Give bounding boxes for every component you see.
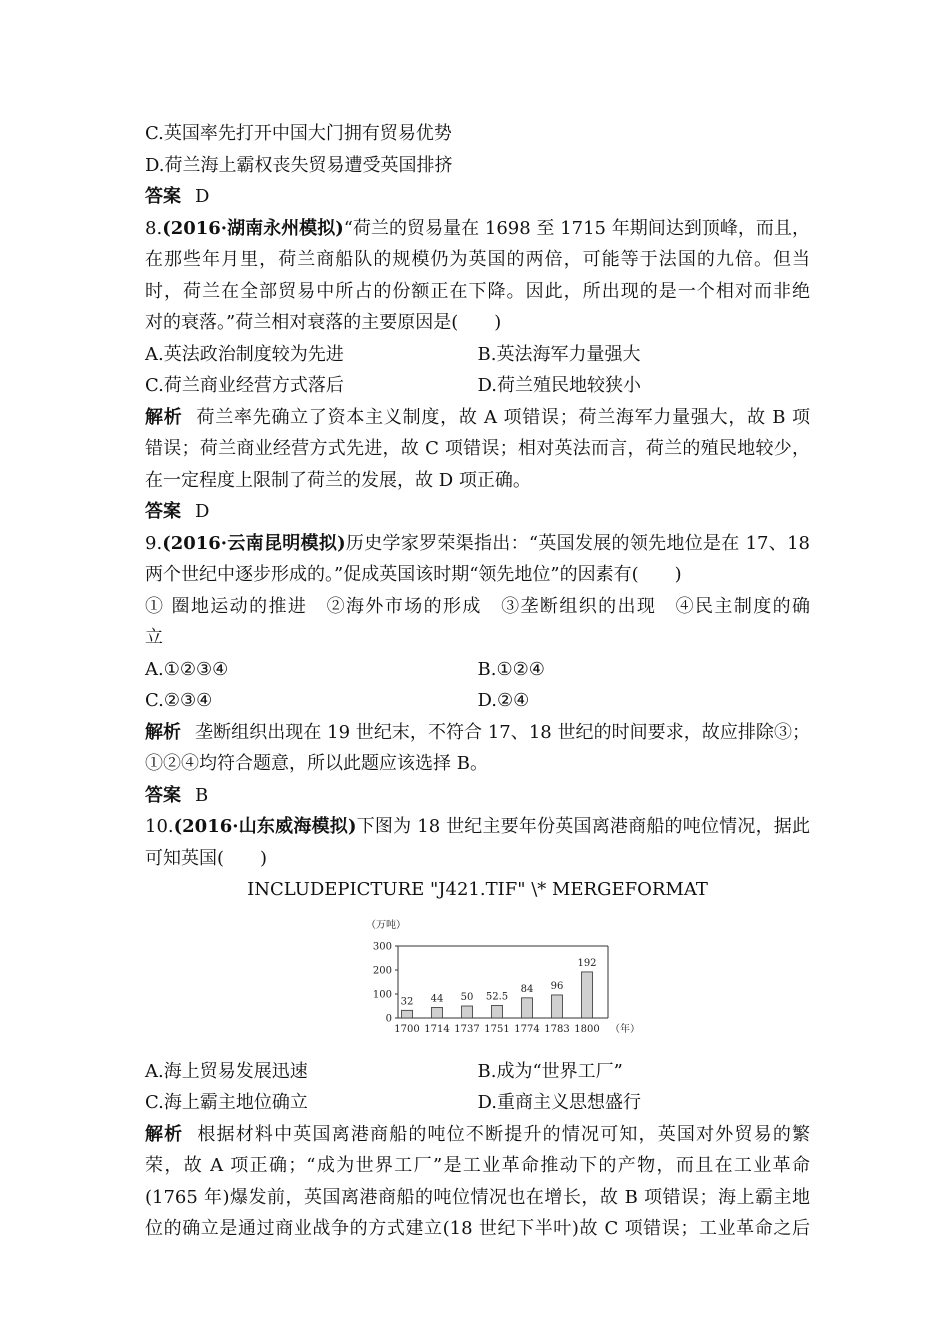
q9-stem-line-1 (145, 528, 810, 560)
bar (552, 994, 563, 1017)
bar-value-label: 192 (577, 957, 597, 969)
q9-answer (145, 780, 810, 812)
answer-value: D (195, 186, 210, 207)
tonnage-bar-chart (340, 906, 640, 1056)
y-tick-label: 100 (372, 989, 392, 1000)
bar-value-label: 84 (520, 983, 534, 995)
bar (432, 1007, 443, 1018)
q9-stem-line-4: 立 (145, 627, 163, 648)
analysis-label: 解析 (145, 406, 183, 428)
q8-option-b: B.英法海军力量强大 (477, 343, 641, 365)
x-tick-label: 1800 (574, 1023, 600, 1035)
q8-analysis-line-3: 在一定程度上限制了荷兰的发展，故 D 项正确。 (145, 469, 531, 491)
x-tick-label: 1783 (544, 1023, 570, 1035)
q10-options-row-1 (145, 1056, 810, 1088)
answer-value: B (195, 784, 209, 806)
q8-option-d: D.荷兰殖民地较狭小 (477, 375, 642, 396)
analysis-text: 垄断组织出现在 19 世纪末，不符合 17、18 世纪的时间要求，故应排除③； (195, 721, 811, 743)
bar-value-label: 96 (550, 980, 564, 992)
document-page (145, 118, 810, 1245)
q9-option-a: A.①②③④ (145, 658, 229, 680)
question-number: 9. (145, 532, 163, 554)
x-tick-label: 1714 (424, 1023, 450, 1035)
q10-analysis-line-2: 荣，故 A 项正确；“成为世界工厂”是工业革命推动下的产物，而且在工业革命 (145, 1155, 810, 1176)
q8-options-row-1 (145, 339, 810, 371)
q10-option-b: B.成为“世界工厂” (477, 1060, 623, 1082)
q10-analysis-line-3: (1765 年)爆发前，英国离港商船的吨位情况也在增长，故 B 项错误；海上霸主地 (145, 1186, 810, 1208)
answer-label: 答案 (145, 186, 181, 207)
q7-answer (145, 181, 810, 213)
q10-analysis-line-1 (145, 1119, 810, 1151)
stem-text: 历史学家罗荣渠指出：“英国发展的领先地位是在 17、18 (345, 532, 810, 554)
bar (582, 971, 593, 1017)
q8-option-c: C.荷兰商业经营方式落后 (145, 375, 344, 396)
q9-option-b: B.①②④ (477, 658, 545, 680)
x-tick-label: 1700 (394, 1023, 420, 1035)
x-tick-label: 1774 (514, 1023, 540, 1035)
bar-value-label: 32 (400, 995, 414, 1007)
q8-option-a: A.英法政治制度较为先进 (145, 343, 344, 365)
y-tick-label: 300 (372, 941, 392, 952)
q9-analysis-line-1 (145, 717, 810, 749)
question-source: (2016·云南昆明模拟) (162, 532, 346, 554)
y-tick-label: 200 (372, 965, 392, 976)
bar-value-label: 44 (430, 992, 444, 1004)
answer-value: D (195, 501, 210, 522)
x-axis-label: （年） (610, 1023, 640, 1035)
q7-option-c: C.英国率先打开中国大门拥有贸易优势 (145, 123, 452, 144)
include-picture-field: INCLUDEPICTURE "J421.TIF" \* MERGEFORMAT (247, 879, 708, 900)
analysis-label: 解析 (145, 1123, 184, 1145)
q8-stem-line-1 (145, 213, 810, 245)
q9-option-c: C.②③④ (145, 690, 213, 711)
analysis-label: 解析 (145, 721, 182, 743)
bar (462, 1006, 473, 1018)
q9-stem-line-2: 两个世纪中逐步形成的。”促成英国该时期“领先地位”的因素有( ) (145, 564, 682, 585)
q8-answer (145, 496, 810, 528)
stem-text: 下图为 18 世纪主要年份英国离港商船的吨位情况，据此 (356, 816, 810, 837)
q10-analysis-line-4: 位的确立是通过商业战争的方式建立(18 世纪下半叶)故 C 项错误；工业革命之后 (145, 1218, 810, 1239)
q9-analysis-line-2: ①②④均符合题意，所以此题应该选择 B。 (145, 753, 488, 774)
tonnage-chart (145, 906, 810, 1056)
bar-value-label: 52.5 (485, 990, 509, 1002)
q8-stem-line-3: 时，荷兰在全部贸易中所占的份额正在下降。因此，所出现的是一个相对而非绝 (145, 280, 810, 302)
analysis-text: 荷兰率先确立了资本主义制度，故 A 项错误；荷兰海军力量强大，故 B 项 (196, 406, 810, 428)
x-tick-label: 1737 (454, 1023, 480, 1035)
question-source: (2016·湖南永州模拟) (162, 217, 344, 239)
stem-text: “荷兰的贸易量在 1698 至 1715 年期间达到顶峰，而且， (343, 217, 810, 239)
q8-options-row-2 (145, 370, 810, 402)
q9-options-row-2 (145, 685, 810, 717)
question-number: 8. (145, 217, 163, 239)
q8-stem-line-2: 在那些年月里，荷兰商船队的规模仍为英国的两倍，可能等于法国的九倍。但当 (145, 249, 810, 270)
q9-options-row-1 (145, 654, 810, 686)
bar-value-label: 50 (460, 991, 474, 1003)
q10-option-c: C.海上霸主地位确立 (145, 1092, 308, 1113)
q9-stem-line-3: ① 圈地运动的推进 ②海外市场的形成 ③垄断组织的出现 ④民主制度的确 (145, 595, 810, 617)
y-tick-label: 0 (385, 1013, 392, 1024)
q10-stem-line-1 (145, 811, 810, 843)
answer-label: 答案 (145, 784, 181, 806)
q10-option-d: D.重商主义思想盛行 (477, 1092, 642, 1113)
x-tick-label: 1751 (484, 1023, 510, 1035)
bar (402, 1010, 413, 1018)
q10-stem-line-2: 可知英国( ) (145, 847, 268, 869)
question-source: (2016·山东威海模拟) (173, 816, 357, 837)
bar (522, 997, 533, 1017)
y-axis-label: （万吨） (366, 919, 406, 931)
analysis-text: 根据材料中英国离港商船的吨位不断提升的情况可知，英国对外贸易的繁 (197, 1123, 811, 1145)
bar (492, 1005, 503, 1018)
q8-stem-line-4: 对的衰落。”荷兰相对衰落的主要原因是( ) (145, 312, 502, 333)
q7-option-d: D.荷兰海上霸权丧失贸易遭受英国排挤 (145, 154, 453, 176)
q10-options-row-2 (145, 1087, 810, 1119)
q8-analysis-line-1 (145, 402, 810, 434)
q9-option-d: D.②④ (477, 690, 530, 711)
q8-analysis-line-2: 错误；荷兰商业经营方式先进，故 C 项错误；相对英法而言，荷兰的殖民地较少， (145, 438, 810, 459)
q10-option-a: A.海上贸易发展迅速 (145, 1060, 308, 1082)
answer-label: 答案 (145, 501, 181, 522)
question-number: 10. (145, 816, 174, 837)
